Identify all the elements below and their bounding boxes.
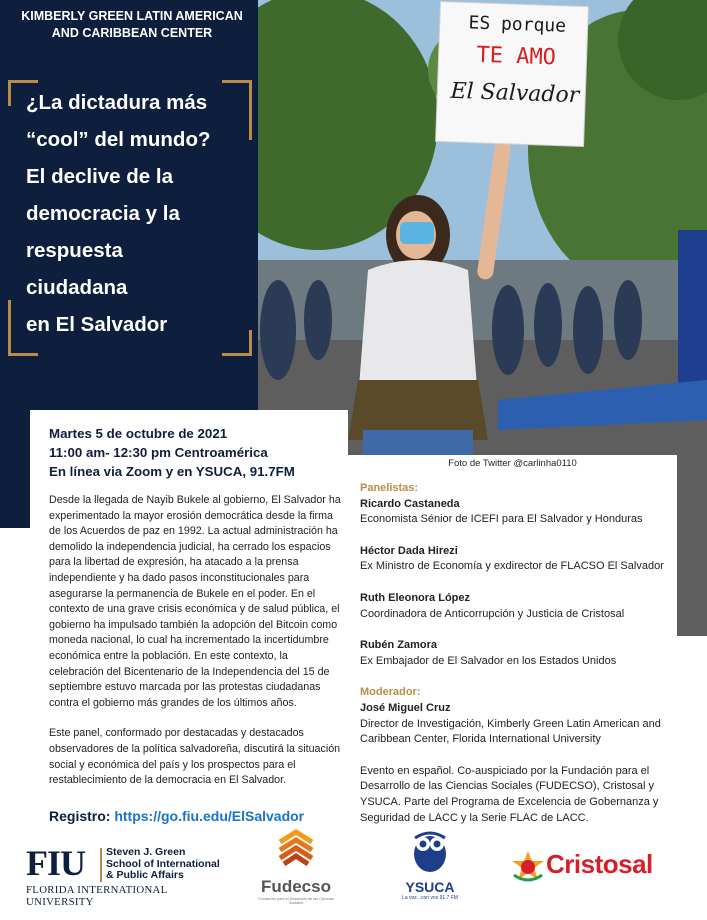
title-line: ciudadana — [26, 276, 128, 299]
panelists-label: Panelistas: — [360, 482, 419, 494]
panelist-role: Ex Embajador de El Salvador en los Estados Unidos — [360, 654, 617, 667]
sign-line-2: TE AMO — [476, 42, 557, 71]
fudecso-subtitle: Fundación para el Desarrollo de las Ciencias Sociales — [258, 897, 334, 905]
panelist-name: Ruth Eleonora López — [360, 591, 470, 604]
description-paragraph: Desde la llegada de Nayib Bukele al gobierno, El Salvador ha experimentado la mayor erosión democrática desde la firma de los Acuerdos de paz en 1992. La actual administración ha demolido la independencia judicial, ha cerrado los espacios para la libertad de expresión, ha atacado a la prensa independiente y ha dado pasos inconstitucionales para asegurarse la permanencia de Bukele en el poder. En el contexto de una grave crisis económica y de salud pública, el gobierno ha impulsado también la adopción del Bitcoin como moneda nacional, lo cual ha incrementado la incertidumbre económica entre la población. En este contexto, la celebración del Bicentenario de la Independencia del 15 de septiembre estuvo marcada por las protestas ciudadanas contra el gobierno más grandes de los últimos años. — [49, 494, 341, 709]
panelist — [360, 638, 680, 669]
panel-details — [360, 481, 680, 826]
moderator-label: Moderador: — [360, 686, 421, 699]
owl-icon — [407, 828, 453, 874]
title-line: respuesta — [26, 239, 123, 262]
sign-line-3: El Salvador — [450, 78, 580, 109]
event-description — [49, 493, 341, 804]
moderator — [360, 685, 680, 747]
panelist — [360, 544, 680, 575]
title-line: democracia y la — [26, 202, 180, 225]
fiu-divider — [100, 848, 102, 882]
fiu-logo — [26, 843, 231, 908]
moderator-name: José Miguel Cruz — [360, 701, 451, 714]
sponsors-note: Evento en español. Co-auspiciado por la Fundación para el Desarrollo de las Ciencias Sociales (FUDECSO), Cristosal y YSUCA. Parte del Programa de Excelencia de Gobernanza y Seguridad de LACC y la Serie FLAC de LACC. — [360, 764, 659, 824]
event-details — [49, 424, 339, 481]
event-venue: En línea via Zoom y en YSUCA, 91.7FM — [49, 464, 295, 479]
event-time: 11:00 am- 12:30 pm Centroamérica — [49, 445, 268, 460]
title-line: El declive de la — [26, 165, 173, 188]
photo-credit: Foto de Twitter @carlinha0110 — [448, 458, 577, 469]
description-paragraph: Este panel, conformado por destacadas y destacados observadores de la política salvadoreña, discutirá la situación social y económica del país y los prospectos para el restablecimiento de la democracia en El Salvador. — [49, 727, 341, 787]
protest-sign — [444, 8, 588, 117]
panelist-name: Rubén Zamora — [360, 639, 438, 652]
panelist-role: Ex Ministro de Economía y exdirector de FLACSO El Salvador — [360, 560, 664, 573]
ysuca-name: YSUCA — [405, 879, 455, 895]
sign-line-1: ES porque — [468, 12, 567, 37]
center-name: KIMBERLY GREEN LATIN AMERICAN AND CARIBBEAN CENTER — [21, 9, 243, 40]
panelist-role: Economista Sénior de ICEFI para El Salvador y Honduras — [360, 513, 643, 526]
fudecso-name: Fudecso — [261, 877, 331, 896]
title-line: en El Salvador — [26, 313, 168, 336]
fudecso-logo — [254, 828, 338, 906]
logo-bar — [0, 828, 707, 920]
panelist-name: Ricardo Castaneda — [360, 497, 460, 510]
fiu-school-name — [106, 847, 220, 882]
event-date: Martes 5 de octubre de 2021 — [49, 426, 228, 441]
registration-label: Registro: — [49, 808, 111, 824]
moderator-role: Director de Investigación, Kimberly Green Latin American and Caribbean Center, Florida International University — [360, 717, 661, 746]
registration-link[interactable]: https://go.fiu.edu/ElSalvador — [114, 808, 305, 824]
cristosal-logo — [510, 848, 670, 888]
ysuca-logo — [398, 828, 462, 908]
fudecso-emblem-icon — [274, 828, 318, 870]
panelist-role: Coordinadora de Anticorrupción y Justicia de Cristosal — [360, 607, 625, 620]
cristosal-name: Cristosal — [546, 849, 653, 879]
panelist — [360, 497, 680, 528]
fiu-school-line: & Public Affairs — [106, 869, 184, 881]
panelist-name: Héctor Dada Hirezi — [360, 544, 458, 557]
registration — [49, 808, 304, 824]
fiu-university-name: FLORIDA INTERNATIONAL UNIVERSITY — [26, 884, 168, 908]
event-title — [26, 84, 246, 343]
ysuca-tagline: La voz...con vos 91.7 FM — [402, 895, 458, 901]
panelist — [360, 591, 680, 622]
title-line: ¿La dictadura más — [26, 91, 208, 114]
title-line: “cool” del mundo? — [26, 128, 211, 151]
fiu-school-line: School of International — [106, 857, 220, 870]
fiu-school-line: Steven J. Green — [106, 846, 186, 858]
fiu-mark: FIU — [26, 843, 85, 883]
cristosal-emblem-icon — [510, 849, 546, 885]
